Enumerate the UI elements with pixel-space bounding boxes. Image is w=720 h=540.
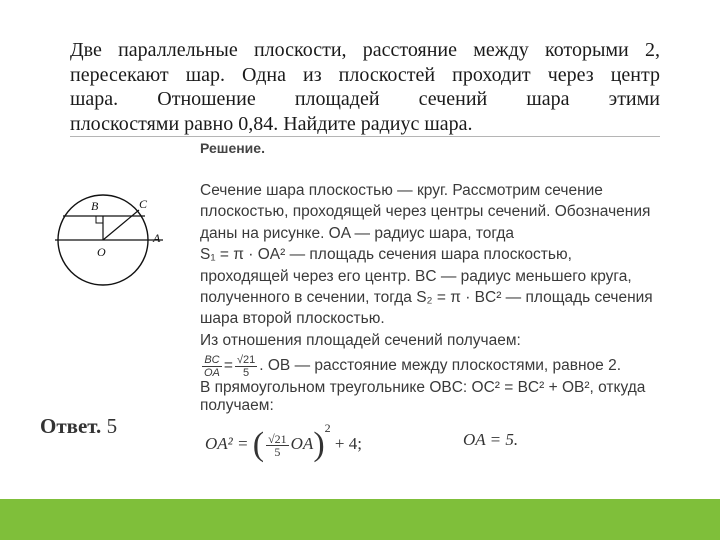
solution-line: Из отношения площадей сечений получаем: — [200, 331, 521, 349]
solution-line: плоскостью, проходящей через центры сечений. Обозначения — [200, 203, 651, 221]
answer-label: Ответ. — [40, 414, 102, 438]
solution-line: шара второй плоскостью. — [200, 310, 385, 328]
solution-line: проходящей через его центр. BC — радиус меньшего круга, — [200, 267, 632, 285]
answer-value: 5 — [106, 414, 118, 438]
solution-line: S₁ = π · OA² — площадь сечения шара плоскостью, — [200, 246, 572, 264]
solution-line: получаем: — [200, 396, 274, 414]
solution-text — [200, 180, 710, 416]
label-b: B — [91, 199, 99, 213]
problem-line: плоскостями равно 0,84. Найдите радиус шара. — [70, 112, 473, 135]
sphere-section-diagram — [55, 190, 180, 295]
divider — [70, 136, 660, 137]
solution-line: полученного в сечении, тогда S₂ = π · BC² — площадь сечения — [200, 288, 653, 306]
formula-right: OA = 5. — [463, 430, 519, 449]
solution-line: Сечение шара плоскостью — круг. Рассмотрим сечение — [200, 182, 603, 199]
answer — [40, 414, 117, 439]
label-o: O — [97, 245, 106, 259]
formula-fraction: $\frac{√21}{5}$ — [268, 431, 287, 459]
label-a: A — [153, 231, 161, 245]
problem-line: Две параллельные плоскости, расстояние между которыми 2, — [70, 39, 660, 61]
footer-accent-bar — [0, 499, 720, 540]
problem-statement — [70, 38, 660, 136]
problem-line: шара. Отношение площадей сечений шара этими — [70, 88, 660, 110]
ratio-line: $\frac{BC}{OA}$ = $\frac{√21}{5}$ . OB — расстояние между плоскостями, равное 2. — [204, 353, 622, 379]
label-c: C — [139, 197, 148, 211]
formula-left: OA² = ( $\frac{√21}{5}$ OA)$^2$ + 4; — [205, 421, 362, 463]
ratio-rhs-fraction: $\frac{√21}{5}$ — [236, 353, 256, 379]
ratio-lhs-fraction: $\frac{BC}{OA}$ — [204, 353, 220, 379]
solution-line: даны на рисунке. OA — радиус шара, тогда — [200, 224, 514, 242]
right-angle-mark — [96, 216, 103, 223]
problem-line: пересекают шар. Одна из плоскостей проходит через центр — [70, 63, 660, 86]
solution-line: В прямоугольном треугольнике OBC: OC² = BC² + OB², откуда — [200, 379, 646, 397]
ratio-tail: . OB — расстояние между плоскостями, равное 2. — [259, 357, 622, 375]
segment-oc — [103, 210, 139, 240]
solution-heading: Решение. — [200, 140, 265, 156]
